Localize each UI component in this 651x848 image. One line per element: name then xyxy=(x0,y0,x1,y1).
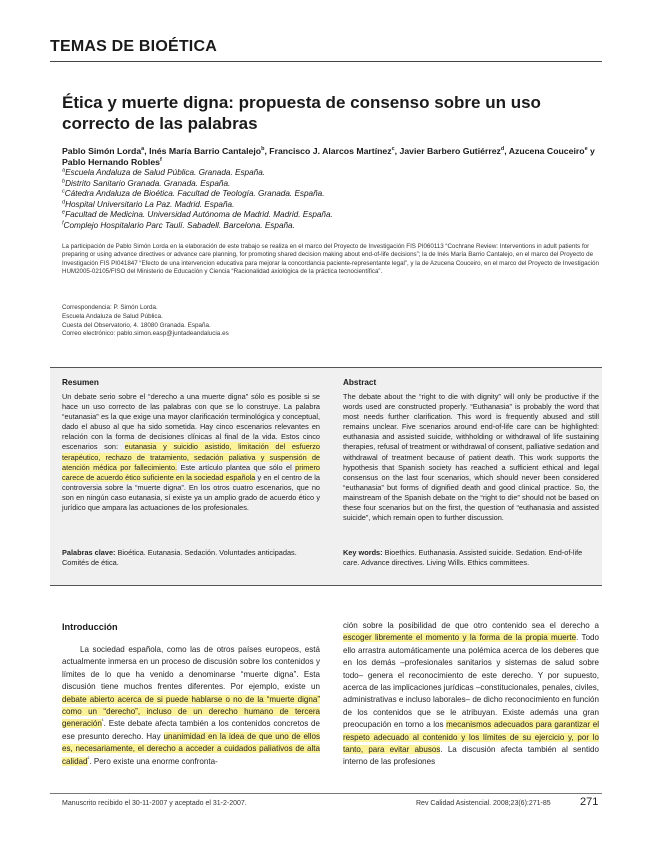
resumen-keywords xyxy=(62,548,320,568)
author-separator: , xyxy=(394,146,400,156)
author-separator: , xyxy=(144,146,150,156)
abstract-text: The debate about the “right to die with dignity” will only be productive if the words used are constructed properly. “Euthanasia” is probably the word that most needs further clarification. This word is frequently abused and still remains unclear. Five scenarios around end-of-life care can be highlighted: euthanasia and assisted suicide, withholding or withdrawal of life sustaining therapies, refusal of treatment or withdrawal of consent, palliative sedation and withdrawal of treatment because of patient death. This work supports the hypothesis that Spanish society has reached a sufficient ethical and legal consensus on the last four scenarios, which should never been considered “euthanasia” but forms of dignified death and good clinical practice. So, the mainstream of the Spanish debate on the “right to die” should not be based on these four scenarios but on the first, the question of “euthanasia and assisted suicide”, which remain open to further discussion. xyxy=(343,392,599,523)
affiliation-text: Facultad de Medicina. Universidad Autónoma de Madrid. Madrid. España. xyxy=(65,210,333,220)
affiliation-text: Escuela Andaluza de Salud Pública. Granada. España. xyxy=(65,168,266,177)
section-header: TEMAS DE BIOÉTICA xyxy=(50,38,217,55)
author-name: Azucena Couceiro xyxy=(508,146,585,156)
author-list xyxy=(62,146,602,168)
author-affiliation-mark: a xyxy=(141,146,145,153)
body-text-part: . La discusión afecta también al sentido interno de las profesiones xyxy=(343,745,599,767)
body-text-part: . Todo ello arrastra automáticamente una polémica acerca de los deberes que en los demás –profesionales sanitarios y sistemas de salud sobre todo– genera el reconocimiento de este derecho. Y por supuesto, acerca de las implicaciones jurídicas –constitucionales, penales, civiles, administrativas e incluso laborales– de dicho reconocimiento en función de los contenidos que se le atribuyan. Existe además una gran preocupación en torno a los xyxy=(343,633,599,730)
reference-mark: ¹ xyxy=(101,718,104,725)
intro-left-column xyxy=(62,644,320,768)
affiliation-text: Distrito Sanitario Granada. Granada. España. xyxy=(65,178,231,188)
affiliation-list xyxy=(62,168,602,232)
abstract-top-rule xyxy=(50,367,602,368)
author-separator: , xyxy=(504,146,509,156)
footer-rule xyxy=(50,793,602,794)
affiliation-mark: f xyxy=(62,220,64,227)
affiliation-item xyxy=(62,221,602,232)
resumen-highlight: eutanasia y suicidio asistido, limitación del esfuerzo terapéutico, rechazo de tratamiento, sedación paliativa y suspensión de atención médica por fallecimiento. xyxy=(62,442,320,472)
author-name: Pablo Simón Lorda xyxy=(62,146,142,156)
correspondence-email: Correo electrónico: pablo.simon.easp@juntadeandalucia.es xyxy=(62,330,229,338)
affiliation-mark: d xyxy=(62,199,66,206)
highlighted-text: escoger libremente el momento y la forma de la propia muerte xyxy=(343,633,577,643)
affiliation-text: Cátedra Andaluza de Bioética. Facultad de Teología. Granada. España. xyxy=(64,189,325,199)
affiliation-item xyxy=(62,168,602,179)
keywords-text: Bioética. Eutanasia. Sedación. Voluntades anticipadas. Comités de ética. xyxy=(62,548,297,568)
author-affiliation-mark: b xyxy=(261,146,265,153)
affiliation-item xyxy=(62,179,602,190)
author-affiliation-mark: c xyxy=(391,146,395,153)
affiliation-text: Hospital Universitario La Paz. Madrid. España. xyxy=(65,199,235,209)
intro-heading: Introducción xyxy=(62,622,118,632)
author-separator: y xyxy=(587,146,595,156)
abstract-heading: Abstract xyxy=(343,378,377,387)
author-affiliation-mark: f xyxy=(160,157,162,164)
abstract-bottom-rule xyxy=(50,585,602,586)
author-name: Inés María Barrio Cantalejo xyxy=(149,146,262,156)
page-number: 271 xyxy=(580,796,599,808)
body-text-part: . Este debate afecta también a los contenidos concretos de ese presunto derecho. Hay xyxy=(62,719,320,741)
highlighted-text: debate abierto acerca de si puede hablarse o no de la “muerte digna” como un “derecho”, incluso de un derecho humano de tercera generación xyxy=(62,694,320,729)
header-rule xyxy=(50,61,602,62)
correspondence-line: Escuela Andaluza de Salud Pública. xyxy=(62,312,163,320)
author-name: Pablo Hernando Robles xyxy=(62,157,160,167)
affiliation-mark: e xyxy=(62,209,66,216)
highlighted-text: mecanismos adecuados para garantizar el respeto adecuado al contenido y los límites de su ejercicio y, por lo tanto, para evitar abusos xyxy=(343,720,599,755)
intro-right-column xyxy=(343,620,599,769)
affiliation-item xyxy=(62,200,602,211)
affiliation-item xyxy=(62,210,602,221)
article-title: Ética y muerte digna: propuesta de consenso sobre un uso correcto de las palabras xyxy=(62,93,541,133)
affiliation-text: Complejo Hospitalario Parc Taulí. Sabadell. Barcelona. España. xyxy=(63,220,295,230)
resumen-text-part: y en el centro de la controversia sobre la “muerte digna”. En los otros cuatro escenarios, que no son en ningún caso eutanasia, sí existe ya un amplio grado de acuerdo ético y jurídico que ampara las actuaciones de los profesionales. xyxy=(62,472,320,513)
resumen-heading: Resumen xyxy=(62,378,99,387)
correspondence-line: Correspondencia: P. Simón Lorda. xyxy=(62,304,158,311)
abstract-keywords xyxy=(343,548,599,568)
highlighted-text: unanimidad en la idea de que uno de ellos es, necesariamente, el derecho a acceder a cuidados paliativos de alta calidad xyxy=(62,731,320,766)
author-separator: , xyxy=(264,146,270,156)
body-text-part: La sociedad española, como las de otros países europeos, está actualmente inmersa en un proceso de discusión sobre los contenidos y límites de lo que ha venido a denominarse “muerte digna”. Esta discusión tiene muchos frentes diferentes. Por ejemplo, existe un xyxy=(62,645,320,692)
author-affiliation-mark: d xyxy=(500,146,505,153)
author-affiliation-mark: e xyxy=(584,146,588,153)
keywords-label: Key words: xyxy=(343,548,383,557)
author-name: Javier Barbero Gutiérrez xyxy=(399,146,501,156)
author-name: Francisco J. Alarcos Martínez xyxy=(269,146,392,156)
keywords-label: Palabras clave: xyxy=(62,548,116,557)
resumen-highlight: primero carece de acuerdo ético suficiente en la sociedad española xyxy=(62,462,321,482)
resumen-text xyxy=(62,392,320,513)
manuscript-dates: Manuscrito recibido el 30-11-2007 y aceptado el 31-2-2007. xyxy=(62,800,247,807)
body-text-part: ción sobre la posibilidad de que otro contenido sea el derecho a xyxy=(343,621,599,630)
funding-note: La participación de Pablo Simón Lorda en la elaboración de este trabajo se realiza en el marco del Proyecto de Investigación FIS PI060113 “Cochrane Review: Interventions in adult patients for preparing or using advance directives or advance care planning, for promoting shared decision making about end-of-life decisions”; la de Inés María Barrio Cantalejo, en el marco del Proyecto de Investigación FIS PI041847 “Efecto de una intervencion educativa para mejorar la concordancia paciente-representante legal”, y la de Azucena Couceiro, en el marco del Proyecto de Investigación HUM2005-02105/FISO del Ministerio de Educación y Ciencia “Racionalidad axiológica de la práctica tecnocientífica”. xyxy=(62,243,599,276)
resumen-text-part: Este artículo plantea que sólo el xyxy=(177,462,296,472)
affiliation-mark: c xyxy=(62,188,65,195)
affiliation-mark: a xyxy=(62,167,66,174)
keywords-text: Bioethics. Euthanasia. Assisted suicide. Sedation. End-of-life care. Advance directives. Living Wills. Ethics committees. xyxy=(343,548,583,568)
correspondence xyxy=(62,304,462,339)
body-text-part: . Pero existe una enorme confronta- xyxy=(89,756,218,766)
journal-citation: Rev Calidad Asistencial. 2008;23(6):271-85 xyxy=(416,800,551,807)
reference-mark: ² xyxy=(87,755,90,762)
resumen-text-part: Un debate serio sobre el “derecho a una muerte digna” sólo es posible si se hace un uso correcto de las palabras con que se lo construye. La palabra “eutanasia” es la que exige una mayor clarificación terminológica y conceptual, dado el abuso al que ha sido sometida. Hay cinco escenarios relevantes en relación con la forma de decisiones clínicas al final de la vida. Estos cinco escenarios son: xyxy=(62,392,320,452)
affiliation-mark: b xyxy=(62,177,66,184)
affiliation-item xyxy=(62,189,602,200)
correspondence-line: Cuesta del Observatorio, 4. 18080 Granada. España. xyxy=(62,321,211,329)
